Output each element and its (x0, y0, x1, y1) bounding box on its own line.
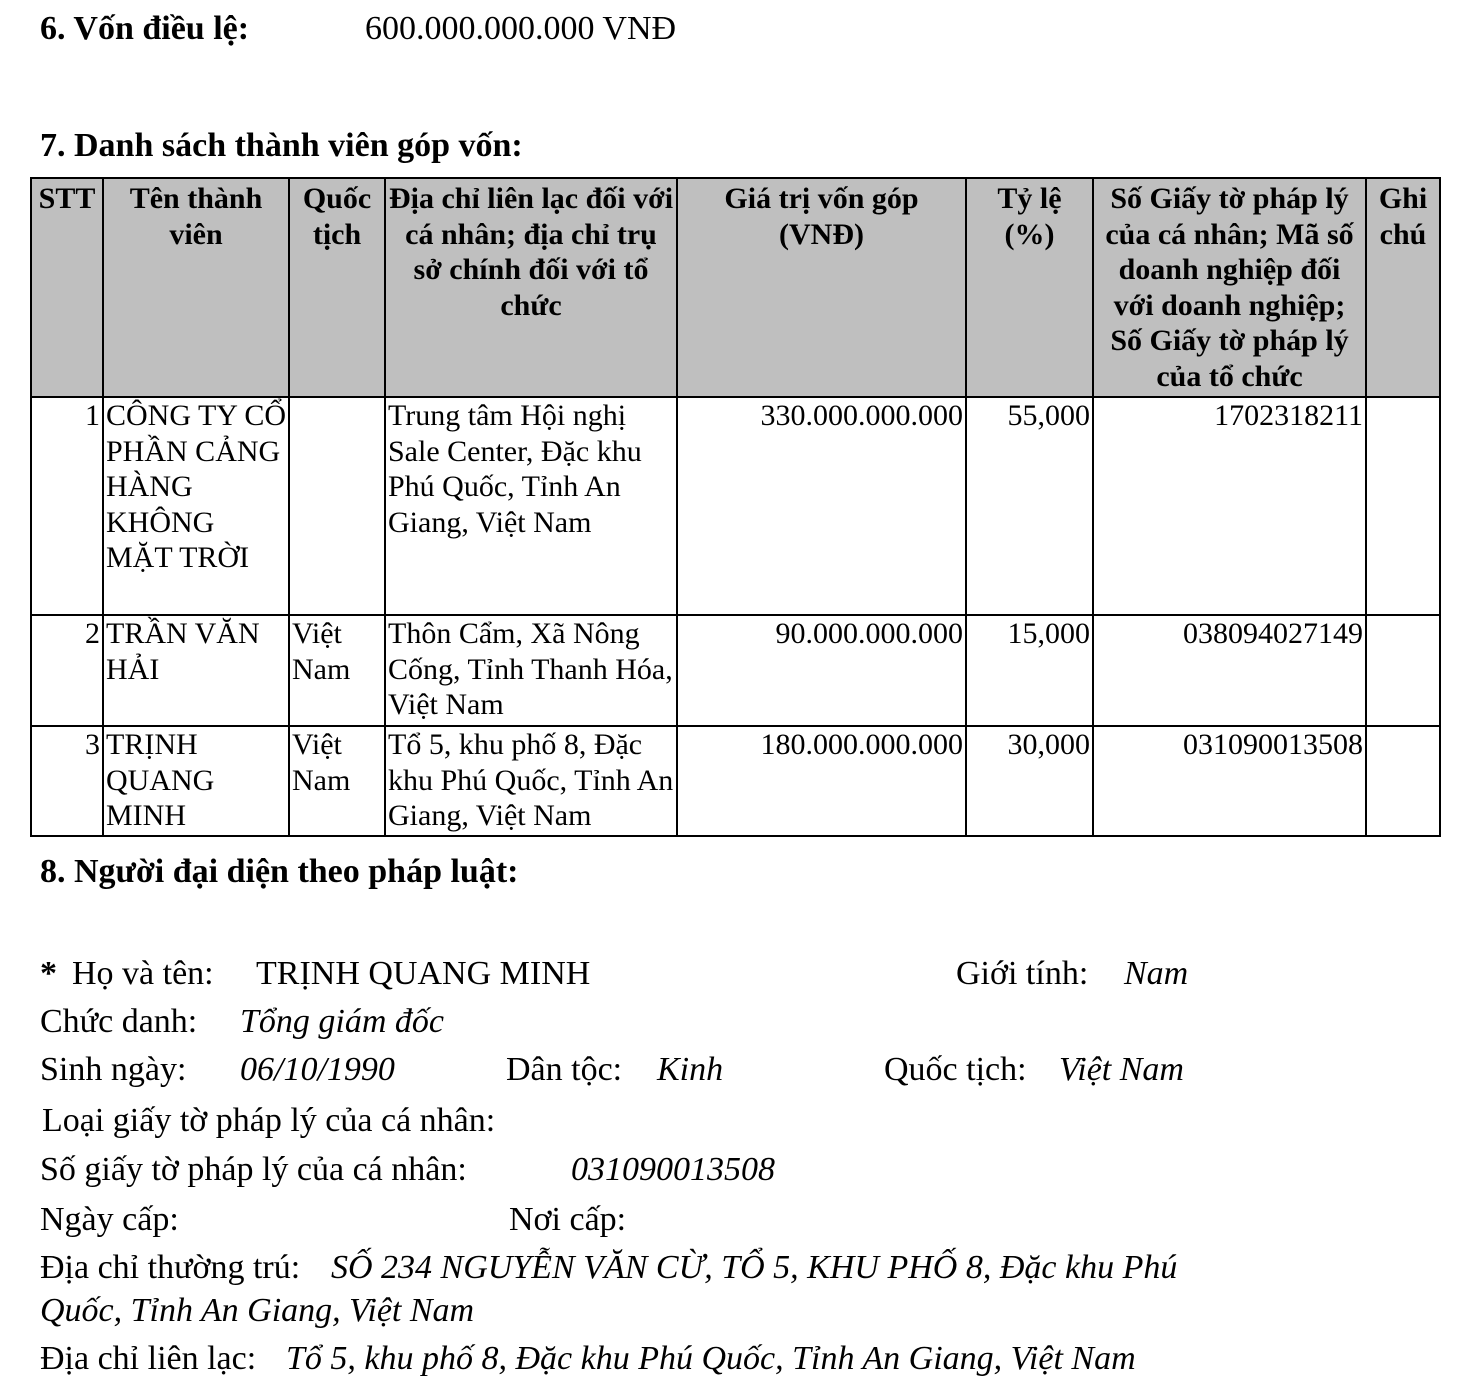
cell-capital: 330.000.000.000 (677, 397, 966, 615)
cell-member-name: CÔNG TY CỔ PHẦN CẢNG HÀNG KHÔNG MẶT TRỜI (103, 397, 289, 615)
gender-label: Giới tính: (956, 955, 1089, 992)
header-address: Địa chỉ liên lạc đối với cá nhân; địa chỉ trụ sở chính đối với tổ chức (385, 178, 677, 397)
cell-nationality (289, 397, 385, 615)
cell-nationality: Việt Nam (289, 615, 385, 726)
cell-legal-id: 1702318211 (1093, 397, 1366, 615)
header-ratio: Tỷ lệ (%) (966, 178, 1093, 397)
cell-capital: 90.000.000.000 (677, 615, 966, 726)
cell-stt: 2 (31, 615, 103, 726)
header-nationality: Quốc tịch (289, 178, 385, 397)
gender-value: Nam (1124, 955, 1189, 992)
dob-value: 06/10/1990 (240, 1051, 395, 1088)
cell-address: Thôn Cẩm, Xã Nông Cống, Tỉnh Thanh Hóa, Việt Nam (385, 615, 677, 726)
cell-note (1366, 615, 1440, 726)
cell-ratio: 55,000 (966, 397, 1093, 615)
header-legal-id: Số Giấy tờ pháp lý của cá nhân; Mã số doanh nghiệp đối với doanh nghiệp; Số Giấy tờ pháp lý của tổ chức (1093, 178, 1366, 397)
name-label: Họ và tên: (72, 955, 214, 992)
cell-ratio: 30,000 (966, 726, 1093, 836)
table-row (31, 397, 1440, 615)
table-row (31, 615, 1440, 726)
permanent-address-label: Địa chỉ thường trú: (40, 1249, 301, 1286)
cell-address: Trung tâm Hội nghị Sale Center, Đặc khu Phú Quốc, Tỉnh An Giang, Việt Nam (385, 397, 677, 615)
cell-address: Tổ 5, khu phố 8, Đặc khu Phú Quốc, Tỉnh An Giang, Việt Nam (385, 726, 677, 836)
dob-label: Sinh ngày: (40, 1051, 187, 1088)
cell-legal-id: 038094027149 (1093, 615, 1366, 726)
cell-ratio: 15,000 (966, 615, 1093, 726)
header-capital: Giá trị vốn góp (VNĐ) (677, 178, 966, 397)
contact-address-value: Tổ 5, khu phố 8, Đặc khu Phú Quốc, Tỉnh An Giang, Việt Nam (286, 1340, 1136, 1377)
ethnic-value: Kinh (657, 1051, 724, 1088)
members-table (30, 177, 1441, 837)
ethnic-label: Dân tộc: (506, 1051, 623, 1088)
table-row (31, 726, 1440, 836)
cell-legal-id: 031090013508 (1093, 726, 1366, 836)
issue-place-label: Nơi cấp: (509, 1201, 627, 1238)
header-member-name: Tên thành viên (103, 178, 289, 397)
permanent-address-value-line2: Quốc, Tỉnh An Giang, Việt Nam (40, 1292, 475, 1329)
charter-capital-value: 600.000.000.000 VNĐ (365, 10, 677, 47)
cell-nationality: Việt Nam (289, 726, 385, 836)
cell-note (1366, 726, 1440, 836)
cell-member-name: TRẦN VĂN HẢI (103, 615, 289, 726)
contact-address-label: Địa chỉ liên lạc: (40, 1340, 257, 1377)
id-number-label: Số giấy tờ pháp lý của cá nhân: (40, 1151, 467, 1188)
name-value: TRỊNH QUANG MINH (256, 955, 591, 992)
header-note: Ghi chú (1366, 178, 1440, 397)
position-value: Tổng giám đốc (240, 1003, 444, 1040)
header-stt: STT (31, 178, 103, 397)
id-type-label: Loại giấy tờ pháp lý của cá nhân: (42, 1102, 496, 1139)
id-number-value: 031090013508 (571, 1151, 775, 1188)
nationality-label: Quốc tịch: (884, 1051, 1027, 1088)
issue-date-label: Ngày cấp: (40, 1201, 179, 1238)
table-header-row (31, 178, 1440, 397)
position-label: Chức danh: (40, 1003, 198, 1040)
legal-rep-section-title: 8. Người đại diện theo pháp luật: (40, 853, 519, 890)
cell-note (1366, 397, 1440, 615)
members-section-title: 7. Danh sách thành viên góp vốn: (40, 127, 523, 164)
cell-capital: 180.000.000.000 (677, 726, 966, 836)
cell-stt: 1 (31, 397, 103, 615)
bullet-asterisk: * (40, 955, 57, 992)
cell-stt: 3 (31, 726, 103, 836)
charter-capital-label: 6. Vốn điều lệ: (40, 10, 250, 47)
permanent-address-value-line1: SỐ 234 NGUYỄN VĂN CỪ, TỔ 5, KHU PHỐ 8, Đặc khu Phú (331, 1249, 1178, 1286)
cell-member-name: TRỊNH QUANG MINH (103, 726, 289, 836)
nationality-value: Việt Nam (1059, 1051, 1184, 1088)
